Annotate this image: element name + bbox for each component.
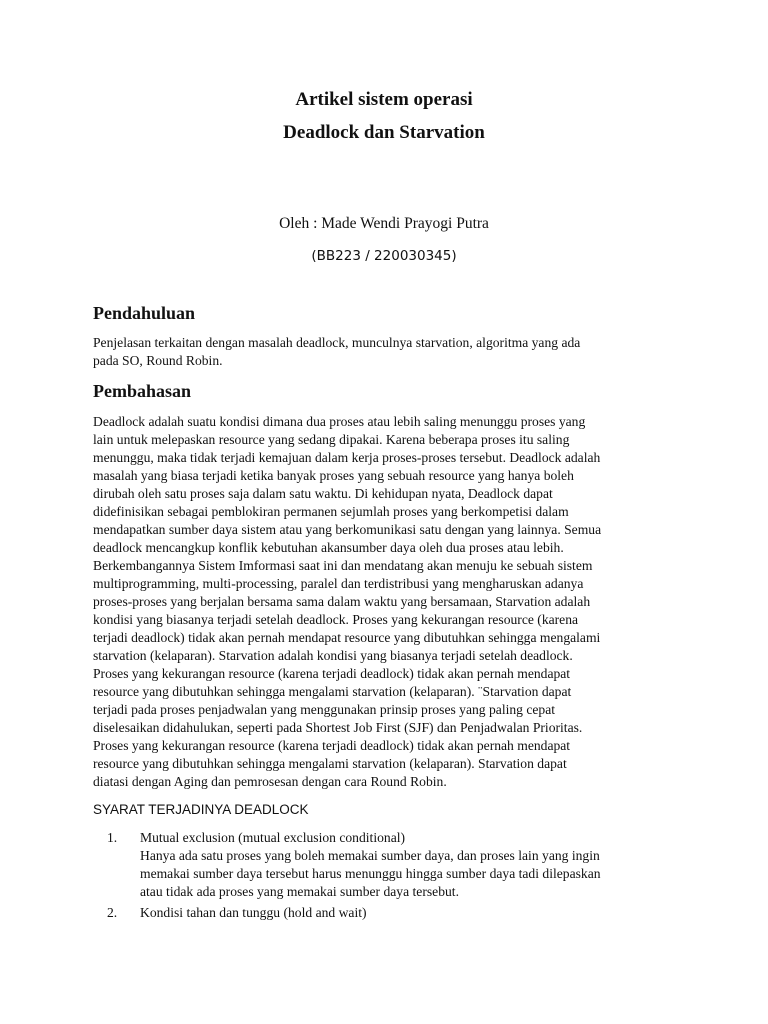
list-item-body <box>140 829 601 901</box>
text-line: Kondisi tahan dan tunggu (hold and wait) <box>140 905 367 920</box>
list-number: 2. <box>107 905 118 920</box>
text-line: Mutual exclusion (mutual exclusion conditional) <box>140 830 406 845</box>
list-item-body <box>140 904 367 922</box>
author-line: Oleh : Made Wendi Prayogi Putra <box>279 215 489 232</box>
discussion-paragraph <box>93 413 683 791</box>
intro-paragraph <box>93 334 683 370</box>
text-line: menunggu, maka tidak terjadi kemajuan dalam kerja proses-proses tersebut. Deadlock adalah <box>93 450 601 465</box>
text-line: Berkembangannya Sistem Imformasi saat ini dan mendatang akan menuju ke sebuah sistem <box>93 558 593 573</box>
text-line: masalah yang biasa terjadi ketika banyak proses yang sebuah resource yang hanya boleh <box>93 468 574 483</box>
author-id: (BB223 / 220030345) <box>311 248 457 264</box>
text-line: kondisi yang biasanya terjadi setelah deadlock. Proses yang kekurangan resource (karena <box>93 612 579 627</box>
text-line: Proses yang kekurangan resource (karena terjadi deadlock) tidak akan pernah mendapat <box>93 666 571 681</box>
list-number: 1. <box>107 830 118 845</box>
article-title: Artikel sistem operasi <box>295 89 473 110</box>
text-line: memakai sumber daya tersebut harus menunggu hingga sumber daya tadi dilepaskan <box>140 866 601 881</box>
discussion-heading: Pembahasan <box>93 381 192 401</box>
text-line: starvation (kelaparan). Starvation adalah kondisi yang biasanya terjadi setelah deadlock. <box>93 648 573 663</box>
text-line: multiprogramming, multi-processing, paralel dan terdistribusi yang mengharuskan adanya <box>93 576 584 591</box>
text-line: Deadlock adalah suatu kondisi dimana dua proses atau lebih saling menunggu proses yang <box>93 414 586 429</box>
text-line: resource yang dibutuhkan sehingga mengalami starvation (kelaparan). ¨Starvation dapat <box>93 684 572 699</box>
text-line: lain untuk melepaskan resource yang sedang dipakai. Karena beberapa proses itu saling <box>93 432 570 447</box>
text-line: Hanya ada satu proses yang boleh memakai sumber daya, dan proses lain yang ingin <box>140 848 600 863</box>
text-line: resource yang dibutuhkan sehingga mengalami starvation (kelaparan). Starvation dapat <box>93 756 567 771</box>
text-line: dirubah oleh satu proses saja dalam satu waktu. Di kehidupan nyata, Deadlock dapat <box>93 486 553 501</box>
text-line: diatasi dengan Aging dan pemrosesan dengan cara Round Robin. <box>93 774 447 789</box>
text-line: mendapatkan sumber daya sistem atau yang berkomunikasi satu dengan yang lainnya. Semua <box>93 522 602 537</box>
intro-heading: Pendahuluan <box>93 303 196 323</box>
text-line: diselesaikan didahulukan, seperti pada Shortest Job First (SJF) dan Penjadwalan Prioritas. <box>93 720 583 735</box>
conditions-heading: SYARAT TERJADINYA DEADLOCK <box>93 802 309 817</box>
text-line: Proses yang kekurangan resource (karena terjadi deadlock) tidak akan pernah mendapat <box>93 738 571 753</box>
article-subtitle: Deadlock dan Starvation <box>283 122 485 143</box>
text-line: didefinisikan sebagai pemblokiran permanen sejumlah proses yang berkompetisi dalam <box>93 504 569 519</box>
text-line: atau tidak ada proses yang memakai sumber daya tersebut. <box>140 884 459 899</box>
text-line: pada SO, Round Robin. <box>93 353 223 368</box>
text-line: Penjelasan terkaitan dengan masalah deadlock, munculnya starvation, algoritma yang ada <box>93 335 581 350</box>
text-line: proses-proses yang berjalan bersama sama dalam waktu yang bersamaan, Starvation adalah <box>93 594 591 609</box>
text-line: terjadi deadlock) tidak akan pernah mendapat resource yang dibutuhkan sehingga mengalami <box>93 630 601 645</box>
text-line: terjadi pada proses penjadwalan yang menggunakan prinsip proses yang paling cepat <box>93 702 556 717</box>
text-line: deadlock mencangkup konflik kebutuhan akansumber daya oleh dua proses atau lebih. <box>93 540 564 555</box>
